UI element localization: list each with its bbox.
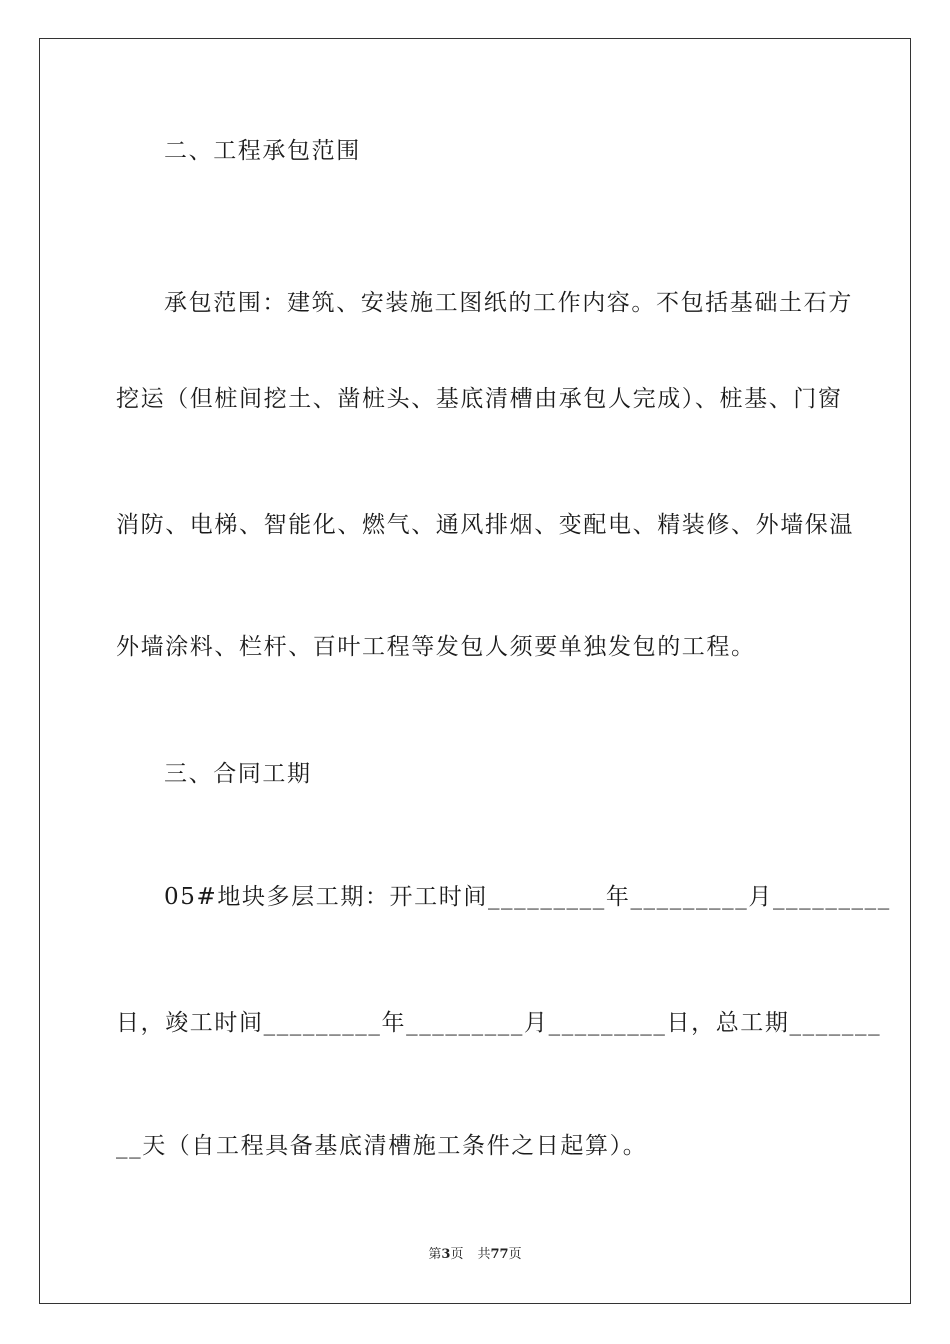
paragraph-line: 消防、电梯、智能化、燃气、通风排烟、变配电、精装修、外墙保温 (116, 512, 854, 538)
section-heading-schedule: 三、合同工期 (164, 761, 312, 787)
paragraph-line: 外墙涂料、栏杆、百叶工程等发包人须要单独发包的工程。 (116, 634, 756, 660)
footer-page-number: 3 (441, 1247, 451, 1262)
paragraph-line: 挖运（但桩间挖土、凿桩头、基底清槽由承包人完成）、桩基、门窗 (116, 386, 843, 412)
paragraph-line: 日，竣工时间_________年_________月_________日，总工期_______ (116, 1010, 882, 1036)
footer-page-suffix: 页 (450, 1247, 464, 1262)
paragraph-line: __天（自工程具备基底清槽施工条件之日起算）。 (116, 1133, 648, 1159)
footer-page-prefix: 第 (428, 1247, 442, 1262)
page-frame (39, 38, 911, 1304)
paragraph-line: 05#地块多层工期：开工时间_________年_________月_________ (164, 884, 891, 910)
footer-total-pages: 77 (490, 1247, 509, 1262)
page-footer (0, 1246, 950, 1264)
footer-total-prefix: 共 (477, 1247, 491, 1262)
paragraph-line: 承包范围：建筑、安装施工图纸的工作内容。不包括基础土石方 (164, 290, 853, 316)
section-heading-scope: 二、工程承包范围 (164, 138, 361, 164)
footer-total-suffix: 页 (508, 1247, 522, 1262)
